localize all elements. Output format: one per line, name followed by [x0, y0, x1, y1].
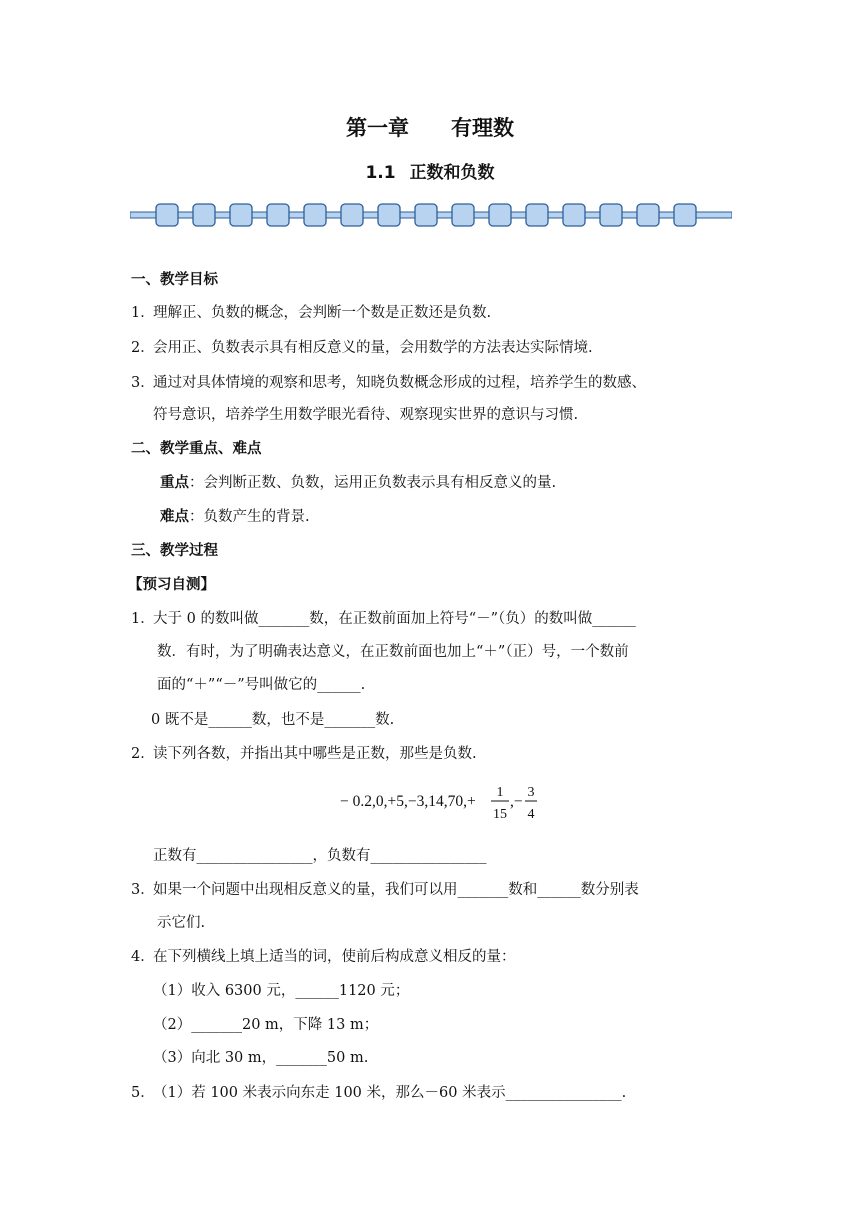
bead	[341, 204, 363, 226]
difficult-point	[160, 507, 310, 527]
bead	[230, 204, 252, 226]
objective-2	[131, 338, 593, 358]
chapter-title: 有理数	[451, 116, 514, 140]
item-number: 1．	[131, 611, 155, 627]
question-3	[131, 880, 639, 900]
question-2	[131, 744, 477, 764]
difficult-point-label: 难点	[160, 509, 189, 525]
item-number: 2．	[131, 746, 155, 762]
formula-separator: ,−	[510, 793, 523, 810]
bead	[378, 204, 400, 226]
section-number: 1.1	[365, 163, 396, 183]
bead	[304, 204, 326, 226]
item-number: 3．	[131, 375, 155, 391]
bead	[267, 204, 289, 226]
bead	[156, 204, 178, 226]
objective-3-cont: 符号意识，培养学生用数学眼光看待、观察现实世界的意识与习惯.	[153, 407, 579, 423]
section-title: 正数和负数	[409, 163, 495, 183]
key-point-label: 重点	[160, 475, 189, 491]
question-text: 大于 0 的数叫做_______数，在正数前面加上符号“－”（负）的数叫做______	[153, 611, 636, 627]
decorative-bead-bar	[130, 201, 732, 229]
question-4	[131, 947, 516, 967]
item-number: 5．	[131, 1085, 155, 1101]
item-number: 2．	[131, 340, 155, 356]
key-point	[160, 473, 556, 493]
bead	[674, 204, 696, 226]
bead	[452, 204, 474, 226]
question-1-line-4: 0 既不是______数，也不是_______数.	[151, 712, 395, 728]
section-heading	[0, 158, 860, 183]
question-text: 如果一个问题中出现相反意义的量，我们可以用_______数和______数分别表	[153, 882, 639, 898]
objective-text: 会用正、负数表示具有相反意义的量，会用数学的方法表达实际情境.	[153, 340, 593, 356]
section-3-title: 三、教学过程	[131, 543, 218, 559]
bead	[526, 204, 548, 226]
bead	[637, 204, 659, 226]
question-4-b: （2）_______20 m，下降 13 m；	[153, 1017, 379, 1033]
question-1	[131, 609, 636, 629]
objective-text: 理解正、负数的概念，会判断一个数是正数还是负数.	[153, 305, 492, 321]
bead	[193, 204, 215, 226]
question-1-line-2: 数．有时，为了明确表达意义，在正数前面也加上“＋”（正）号，一个数前	[157, 644, 629, 660]
section-2-title: 二、教学重点、难点	[131, 441, 262, 457]
bead	[563, 204, 585, 226]
objective-1	[131, 303, 491, 323]
fraction-1-denominator: 15	[493, 807, 507, 822]
preview-heading: 【预习自测】	[128, 577, 215, 593]
item-number: 1．	[131, 305, 155, 321]
question-5	[131, 1083, 626, 1103]
item-number: 4．	[131, 949, 155, 965]
question-2-answer: 正数有________________，负数有________________	[153, 848, 487, 864]
question-1-line-3: 面的“＋”“－”号叫做它的______.	[157, 677, 366, 693]
number-list-formula	[340, 781, 550, 825]
bead	[415, 204, 437, 226]
beads	[156, 204, 696, 226]
objective-text: 通过对具体情境的观察和思考，知晓负数概念形成的过程，培养学生的数感、	[153, 375, 646, 391]
question-text: 在下列横线上填上适当的词，使前后构成意义相反的量：	[153, 949, 516, 965]
chapter-heading	[0, 112, 860, 142]
fraction-1-numerator: 1	[496, 785, 504, 800]
difficult-point-text: ：负数产生的背景.	[189, 509, 310, 525]
chapter-label: 第一章	[346, 116, 409, 140]
item-number: 3．	[131, 882, 155, 898]
question-text: 读下列各数，并指出其中哪些是正数，那些是负数.	[153, 746, 477, 762]
question-4-a: （1）收入 6300 元，______1120 元；	[153, 983, 410, 999]
section-1-title: 一、教学目标	[131, 272, 218, 288]
bead	[489, 204, 511, 226]
question-3-line-2: 示它们.	[157, 915, 206, 931]
key-point-text: ：会判断正数、负数，运用正负数表示具有相反意义的量.	[189, 475, 557, 491]
formula-main: − 0.2,0,+5,−3,14,70,+	[340, 793, 476, 810]
fraction-2-denominator: 4	[527, 807, 535, 822]
question-text: （1）若 100 米表示向东走 100 米，那么－60 米表示________________.	[153, 1085, 627, 1101]
question-4-c: （3）向北 30 m，_______50 m.	[153, 1050, 369, 1066]
objective-3	[131, 373, 646, 393]
bead	[600, 204, 622, 226]
fraction-2-numerator: 3	[527, 785, 535, 800]
